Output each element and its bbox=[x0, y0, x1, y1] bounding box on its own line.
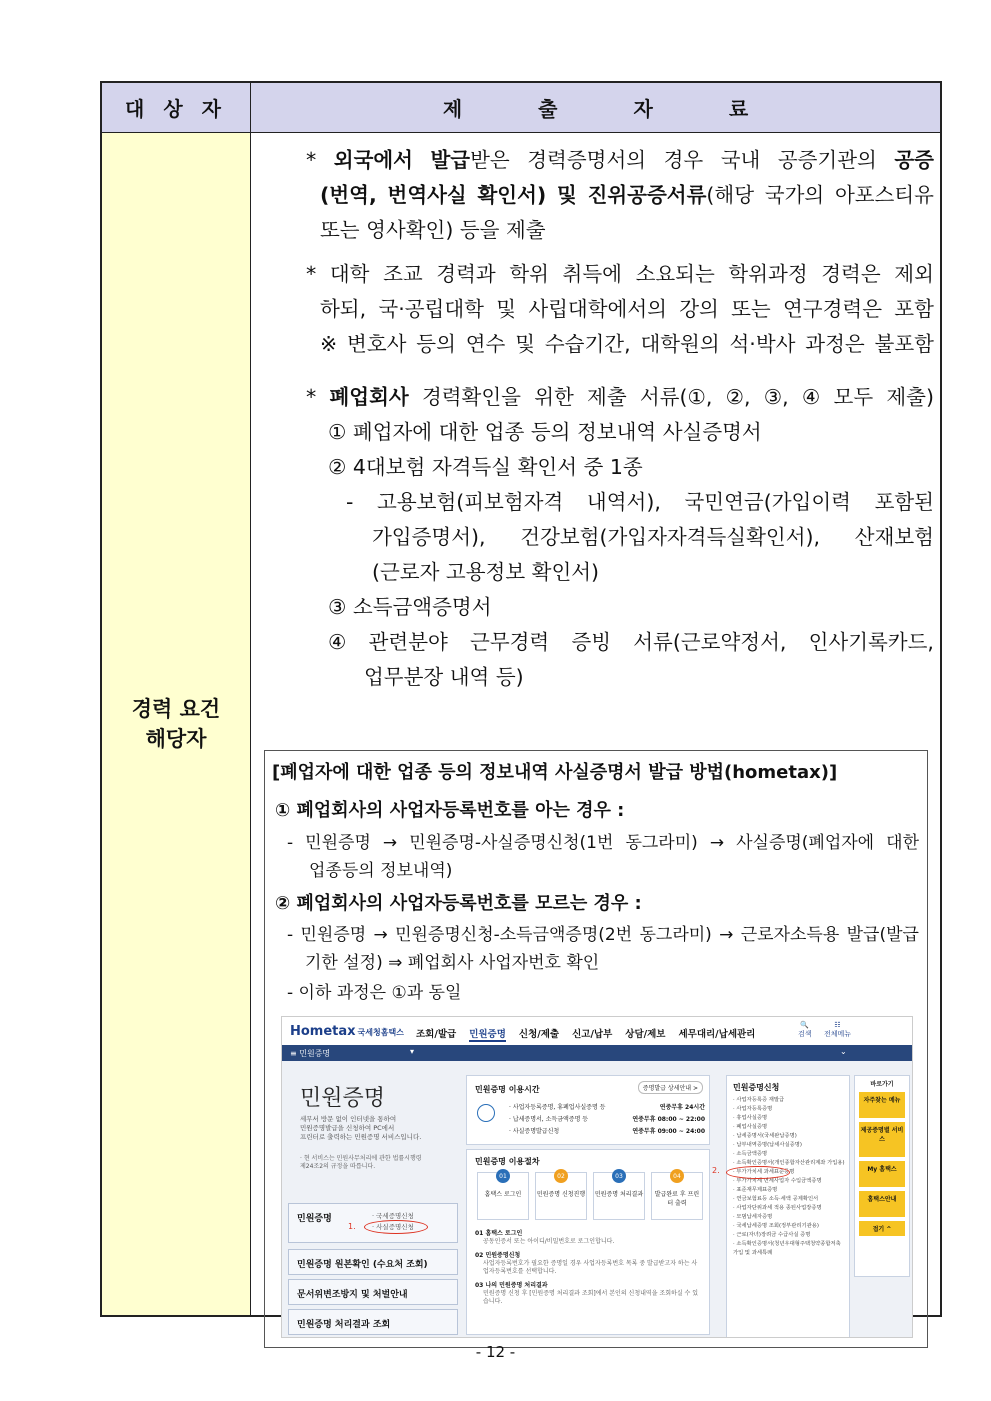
apply-list-item[interactable]: · 사업자단위과세 적용 종된사업장증명 bbox=[733, 1205, 822, 1211]
header-target: 대 상 자 bbox=[102, 83, 251, 133]
menu-result-inquiry[interactable]: 민원증명 처리결과 조회 bbox=[288, 1309, 458, 1335]
apply-list-item[interactable]: · 부가가치세 과세표준증명 bbox=[733, 1169, 795, 1175]
header-materials: 제 출 자 료 bbox=[251, 83, 940, 133]
apply-list-item[interactable]: · 소득금액증명 bbox=[733, 1151, 768, 1157]
apply-list-item[interactable]: · 부가가치세 면세사업자 수입금액증명 bbox=[733, 1178, 822, 1184]
nav-report[interactable]: 신고/납부 bbox=[572, 1029, 613, 1040]
procedure-panel: 민원증명 이용절차 01 홈택스 로그인 02 민원증명 신청진행 03 민원증명 처리결과 04 발급완료 후 프린터 출력 01 홈택스 로그인 공동인증서 또는 아이디/비밀번호로 로그인합니다. 02 민원증명신청 사업자등록번호가 필요한 증명일 경우 사업자등록번호 목록 중 발급받고자 하는 사업자등록번호를 선택합니다. 03 나의 민원증명 처리결과 민원증명 신청 후 [민원증명 처리결과 조회]에서 본인의 신청내역을 조회하실 수 있습니다. bbox=[466, 1149, 710, 1335]
step-result: 03 민원증명 처리결과 bbox=[593, 1172, 645, 1220]
annotation-circle-1 bbox=[364, 1220, 428, 1234]
hours-panel: 민원증명 이용시간 증명발급 상세안내 > · 사업자등록증명, 휴폐업사실증명 등 연중무휴 24시간 · 납세증명서, 소득금액증명 등 연중무휴 08:00 ~ 22:00 · 사실증명발급신청 연중무휴 09:00 ~ 24:00 bbox=[466, 1075, 710, 1145]
quick-menu: 바로가기 자주찾는 메뉴 제공증명별 서비스 My 홈택스 홈택스안내 접기 ^ bbox=[854, 1075, 910, 1277]
apply-list-item[interactable]: · 소득확인증명서(개인종합자산관리계좌 가입용) bbox=[733, 1160, 845, 1166]
paragraph-closed-company: * 폐업회사 경력확인을 위한 제출 서류(①, ②, ③, ④ 모두 제출) ① 폐업자에 대한 업종 등의 정보내역 사실증명서 ② 4대보험 자격득실 확인서 중 1종 - 고용보험(피보험자격 내역서), 국민연금(가입이력 포함된 가입증명서), 건강보험(가입자자격득실확인서), 산재보험 (근로자 고용정보 확인서) ③ 소득금액증명서 ④ 관련분야 근무경력 증빙 서류(근로약정서, 인사기록카드, 업무분장 내역 등) bbox=[306, 385, 934, 689]
apply-list-item[interactable]: · 휴업사실증명 bbox=[733, 1115, 768, 1121]
hometax-desc: 세무서 방문 없이 인터넷을 통하여 민원증명발급을 신청하여 PC에서 프린터로 출력하는 민원증명 서비스입니다. bbox=[300, 1115, 422, 1141]
submenu-tax-cert[interactable]: · 국세증명신청 bbox=[372, 1212, 414, 1220]
apply-list-item[interactable]: · 표준재무제표증명 bbox=[733, 1187, 778, 1193]
chevron-down-icon[interactable]: ⌄ bbox=[840, 1047, 847, 1056]
materials-content bbox=[252, 133, 940, 1330]
case2-line1: - 민원증명 → 민원증명신청-소득금액증명(2번 동그라미) → 근로자소득용 발급(발급 bbox=[287, 925, 919, 945]
clock-icon bbox=[477, 1104, 495, 1122]
quick-hometax-guide[interactable]: 홈택스안내 bbox=[859, 1191, 905, 1217]
document-table bbox=[100, 81, 942, 1330]
apply-list-item[interactable]: · 연금보험료등 소득·세액 공제확인서 bbox=[733, 1196, 819, 1202]
submenu-fact-cert[interactable]: · 사실증명신청 bbox=[372, 1223, 414, 1231]
annotation-circle-2 bbox=[726, 1166, 790, 1179]
step-print: 04 발급완료 후 프린터 출력 bbox=[651, 1172, 703, 1220]
step-login: 01 홈택스 로그인 bbox=[477, 1172, 529, 1220]
quick-collapse[interactable]: 접기 ^ bbox=[859, 1221, 905, 1236]
menu-original-check[interactable]: 민원증명 원본확인 (수요처 조회) bbox=[288, 1249, 458, 1275]
dropdown-icon[interactable]: ▾ bbox=[410, 1047, 415, 1056]
apply-list-item[interactable]: · 소득확인증명서(청년우대형주택청약종합저축 가입 및 과세특례 bbox=[733, 1241, 841, 1256]
nav-agent[interactable]: 세무대리/납세관리 bbox=[678, 1029, 756, 1040]
apply-list-item[interactable]: · 모범납세자증명 bbox=[733, 1214, 773, 1220]
nav-civil-cert[interactable]: 민원증명 bbox=[469, 1026, 506, 1042]
hometax-page-title: 민원증명 bbox=[300, 1086, 386, 1111]
case2-line2: 기한 설정) ⇒ 폐업회사 사업자번호 확인 bbox=[305, 953, 600, 973]
apply-list-item[interactable]: · 폐업사실증명 bbox=[733, 1124, 768, 1130]
nav-consult[interactable]: 상담/제보 bbox=[625, 1029, 666, 1040]
nav-inquiry[interactable]: 조회/발급 bbox=[416, 1029, 457, 1040]
paragraph-foreign: * 외국에서 발급받은 경력증명서의 경우 국내 공증기관의 공증 (번역, 번역사실 확인서) 및 진위공증서류(해당 국가의 아포스티유 또는 영사확인) 등을 제출 bbox=[306, 148, 934, 242]
apply-list-item[interactable]: · 납부내역증명(납세사실증명) bbox=[733, 1142, 802, 1148]
page-number: - 12 - bbox=[475, 1343, 516, 1361]
search-icon[interactable]: 🔍 검색 bbox=[798, 1021, 812, 1038]
apply-list-item[interactable]: · 국세납세증명 조회(정부관리기관용) bbox=[733, 1223, 819, 1229]
target-label: 경력 요건 해당자 bbox=[102, 133, 251, 1315]
case2-line3: - 이하 과정은 ①과 동일 bbox=[287, 983, 462, 1003]
apply-list-item[interactable]: · 근로(자녀)장려금 수급사실 증명 bbox=[733, 1232, 811, 1238]
menu-civil-cert[interactable]: 민원증명 bbox=[288, 1203, 458, 1243]
detail-guide-button[interactable]: 증명발급 상세안내 > bbox=[638, 1081, 703, 1094]
nav-apply[interactable]: 신청/제출 bbox=[518, 1029, 560, 1040]
annotation-mark-1: 1. bbox=[348, 1222, 356, 1231]
annotation-mark-2: 2. bbox=[712, 1166, 720, 1175]
case2-heading: ② 폐업회사의 사업자등록번호를 모르는 경우 : bbox=[275, 893, 642, 914]
menu-forgery-info[interactable]: 문서위변조방지 및 처벌안내 bbox=[288, 1279, 458, 1305]
hometax-screenshot bbox=[281, 1016, 913, 1338]
hometax-guide-box bbox=[264, 750, 928, 1348]
case1-heading: ① 폐업회사의 사업자등록번호를 아는 경우 : bbox=[275, 800, 625, 821]
case1-line2: 업종등의 정보내역) bbox=[309, 861, 453, 881]
apply-list-item[interactable]: · 사업자등록증 재발급 bbox=[733, 1097, 785, 1103]
all-menu-icon[interactable]: ☷ 전체메뉴 bbox=[824, 1021, 852, 1038]
hometax-topnav bbox=[282, 1017, 912, 1046]
breadcrumb-bar: ≡ 민원증명 ▾ ⌄ bbox=[282, 1045, 912, 1061]
case1-line1: - 민원증명 → 민원증명-사실증명신청(1번 동그라미) → 사실증명(폐업자에 대한 bbox=[287, 833, 919, 853]
hometax-note: · 현 서비스는 민원사무처리에 관한 법률시행령 제24조2의 규정을 따릅니다. bbox=[300, 1155, 422, 1170]
apply-list-panel: 민원증명신청 · 사업자등록증 재발급 · 사업자등록증명 · 휴업사실증명 · 폐업사실증명 · 납세증명서(국세완납증명) · 납부내역증명(납세사실증명) · 소득금액증명 · 소득확인증명서(개인종합자산관리계좌 가입용) · 부가가치세 과세표준증명 · 부가가치세 면세사업자 수입금액증명 · 표준재무제표증명 · 연금보험료등 소득·세액 공제확인서 · 사업자단위과세 적용 종된사업장증명 · 모범납세자증명 · 국세납세증명 조회(정부관리기관용) · 근로(자녀)장려금 수급사실 증명 · 소득확인증명서(청년우대형주택청약종합저축 가입 및 과세특례 bbox=[726, 1075, 850, 1338]
paragraph-excluded: * 대학 조교 경력과 학위 취득에 소요되는 학위과정 경력은 제외 하되, 국·공립대학 및 사립대학에서의 강의 또는 연구경력은 포함 ※ 변호사 등의 연수 및 수습기간, 대학원의 석·박사 과정은 불포함 bbox=[306, 262, 934, 356]
hometax-logo: Hometax 국세청홈택스 bbox=[290, 1024, 404, 1039]
step-apply: 02 민원증명 신청진행 bbox=[535, 1172, 587, 1220]
quick-my-hometax[interactable]: My 홈택스 bbox=[859, 1161, 905, 1187]
quick-cert-service[interactable]: 제공증명별 서비스 bbox=[859, 1122, 905, 1157]
apply-list-item[interactable]: · 사업자등록증명 bbox=[733, 1106, 773, 1112]
quick-frequent-menu[interactable]: 자주찾는 메뉴 bbox=[859, 1092, 905, 1118]
apply-list-item[interactable]: · 납세증명서(국세완납증명) bbox=[733, 1133, 797, 1139]
box-title: [폐업자에 대한 업종 등의 정보내역 사실증명서 발급 방법(hometax)] bbox=[272, 762, 838, 783]
